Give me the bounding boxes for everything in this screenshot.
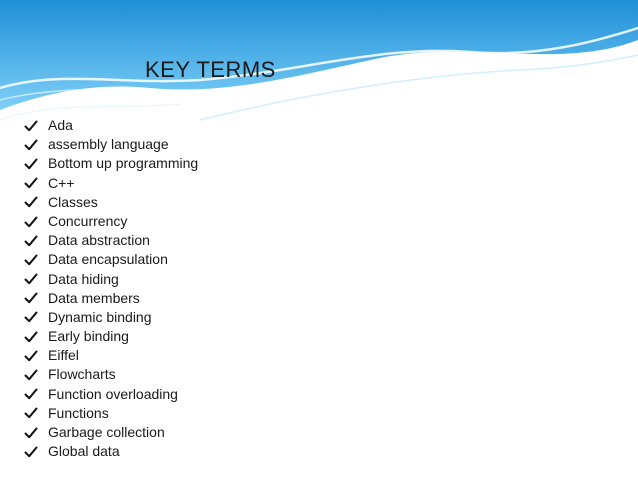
- term-label: Data hiding: [48, 270, 119, 287]
- list-item: [24, 250, 198, 269]
- term-label: Data encapsulation: [48, 251, 168, 268]
- term-label: C++: [48, 174, 75, 191]
- term-label: Early binding: [48, 328, 129, 345]
- list-item: [24, 270, 198, 289]
- term-label: Eiffel: [48, 347, 79, 364]
- list-item: [24, 116, 198, 135]
- checkmark-icon: [24, 310, 38, 324]
- term-label: Ada: [48, 117, 73, 133]
- term-label: assembly language: [48, 136, 169, 153]
- term-label: Classes: [48, 193, 98, 210]
- term-label: Garbage collection: [48, 424, 165, 440]
- checkmark-icon: [24, 176, 38, 190]
- list-item: [24, 154, 198, 173]
- list-item: [24, 308, 198, 327]
- term-label: Concurrency: [48, 212, 128, 229]
- checkmark-icon: [24, 426, 38, 440]
- term-label: Flowcharts: [48, 366, 116, 383]
- checkmark-icon: [24, 253, 38, 267]
- list-item: [24, 442, 198, 461]
- checkmark-icon: [24, 445, 38, 459]
- checkmark-icon: [24, 272, 38, 286]
- checkmark-icon: [24, 119, 38, 133]
- checkmark-icon: [24, 195, 38, 209]
- term-label: Dynamic binding: [48, 308, 152, 325]
- checkmark-icon: [24, 138, 38, 152]
- checkmark-icon: [24, 215, 38, 229]
- list-item: [24, 404, 198, 423]
- list-item: [24, 385, 198, 404]
- term-label: Function overloading: [48, 385, 178, 402]
- checkmark-icon: [24, 291, 38, 305]
- list-item: [24, 231, 198, 250]
- checkmark-icon: [24, 406, 38, 420]
- list-item: [24, 346, 198, 365]
- list-item: [24, 327, 198, 346]
- key-terms-list: [24, 116, 198, 461]
- checkmark-icon: [24, 234, 38, 248]
- list-item: [24, 174, 198, 193]
- checkmark-icon: [24, 157, 38, 171]
- list-item: [24, 135, 198, 154]
- term-label: Data abstraction: [48, 232, 150, 249]
- term-label: Bottom up programming: [48, 155, 199, 172]
- checkmark-icon: [24, 387, 38, 401]
- checkmark-icon: [24, 368, 38, 382]
- term-label: Data members: [48, 289, 140, 306]
- list-item: [24, 365, 198, 384]
- checkmark-icon: [24, 349, 38, 363]
- list-item: [24, 212, 198, 231]
- slide-title: KEY TERMS: [145, 57, 276, 82]
- list-item: [24, 423, 198, 442]
- term-label: Functions: [48, 404, 109, 421]
- term-label: Global data: [48, 443, 120, 460]
- list-item: [24, 193, 198, 212]
- list-item: [24, 289, 198, 308]
- checkmark-icon: [24, 330, 38, 344]
